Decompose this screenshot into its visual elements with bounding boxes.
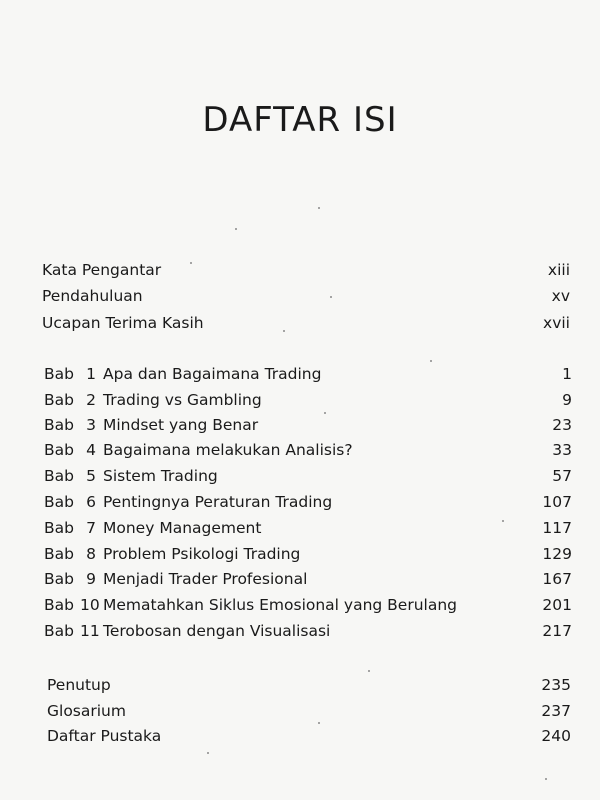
chapter-number: 8 <box>86 545 96 563</box>
chapter-page: 33 <box>552 441 572 459</box>
chapter-title: Bagaimana melakukan Analisis? <box>103 441 353 459</box>
chapter-page: 201 <box>542 596 572 614</box>
toc-chapter-11 <box>44 619 572 643</box>
chapter-page: 217 <box>542 622 572 640</box>
toc-entry-page: xv <box>551 287 570 305</box>
toc-chapter-3 <box>44 413 572 437</box>
chapter-prefix: Bab <box>44 622 74 640</box>
scan-speck <box>368 670 370 672</box>
toc-chapter-1 <box>44 362 572 386</box>
chapter-prefix: Bab <box>44 441 74 459</box>
chapter-title: Mematahkan Siklus Emosional yang Berulang <box>103 596 458 614</box>
scan-speck <box>430 360 432 362</box>
scan-speck <box>545 778 547 780</box>
chapter-number: 10 <box>80 596 100 614</box>
toc-entry-label: Penutup <box>47 676 111 694</box>
toc-chapter-2 <box>44 388 572 412</box>
chapter-prefix: Bab <box>44 416 74 434</box>
toc-entry-page: 237 <box>541 702 571 720</box>
scan-speck <box>324 412 326 414</box>
chapter-title: Money Management <box>103 519 262 537</box>
chapter-page: 9 <box>562 391 572 409</box>
toc-entry-daftar-pustaka <box>47 724 571 748</box>
scan-speck <box>318 722 320 724</box>
chapter-title: Trading vs Gambling <box>103 391 262 409</box>
chapter-title: Problem Psikologi Trading <box>103 545 301 563</box>
chapter-number: 11 <box>80 622 100 640</box>
toc-entry-page: 240 <box>541 727 571 745</box>
scan-speck <box>330 296 332 298</box>
chapter-number: 9 <box>86 570 96 588</box>
page-title: DAFTAR ISI <box>202 100 398 140</box>
chapter-title: Sistem Trading <box>103 467 218 485</box>
scan-speck <box>235 228 237 230</box>
toc-chapter-5 <box>44 464 572 488</box>
toc-entry-page: xiii <box>547 261 570 279</box>
chapter-number: 6 <box>86 493 96 511</box>
toc-chapter-4 <box>44 438 572 462</box>
chapter-page: 129 <box>542 545 572 563</box>
chapter-number: 5 <box>86 467 96 485</box>
chapter-page: 57 <box>552 467 572 485</box>
chapter-prefix: Bab <box>44 467 74 485</box>
toc-chapter-8 <box>44 542 572 566</box>
chapter-number: 7 <box>86 519 96 537</box>
chapter-number: 3 <box>86 416 96 434</box>
toc-chapter-6 <box>44 490 572 514</box>
chapter-title: Apa dan Bagaimana Trading <box>103 365 322 383</box>
chapter-prefix: Bab <box>44 545 74 563</box>
chapter-number: 4 <box>86 441 96 459</box>
toc-entry-label: Kata Pengantar <box>42 261 162 279</box>
chapter-page: 23 <box>552 416 572 434</box>
chapter-title: Terobosan dengan Visualisasi <box>103 622 331 640</box>
toc-entry-label: Pendahuluan <box>42 287 143 305</box>
chapter-title: Mindset yang Benar <box>103 416 259 434</box>
chapter-prefix: Bab <box>44 365 74 383</box>
chapter-title: Pentingnya Peraturan Trading <box>103 493 333 511</box>
chapter-number: 1 <box>86 365 96 383</box>
toc-chapter-9 <box>44 567 572 591</box>
chapter-prefix: Bab <box>44 570 74 588</box>
chapter-number: 2 <box>86 391 96 409</box>
chapter-prefix: Bab <box>44 519 74 537</box>
chapter-prefix: Bab <box>44 391 74 409</box>
toc-entry-page: xvii <box>543 314 570 332</box>
toc-entry-kata-pengantar <box>42 258 570 282</box>
toc-entry-label: Daftar Pustaka <box>47 727 162 745</box>
chapter-page: 117 <box>542 519 572 537</box>
chapter-page: 107 <box>542 493 572 511</box>
chapter-page: 167 <box>542 570 572 588</box>
scan-speck <box>283 330 285 332</box>
chapter-title: Menjadi Trader Profesional <box>103 570 308 588</box>
scan-speck <box>318 207 320 209</box>
scan-speck <box>502 520 504 522</box>
toc-entry-pendahuluan <box>42 284 570 308</box>
toc-entry-ucapan-terima-kasih <box>42 311 570 335</box>
chapter-prefix: Bab <box>44 493 74 511</box>
toc-entry-penutup <box>47 673 571 697</box>
scan-speck <box>190 262 192 264</box>
toc-chapter-7 <box>44 516 572 540</box>
toc-entry-label: Glosarium <box>47 702 126 720</box>
toc-entry-page: 235 <box>541 676 571 694</box>
toc-chapter-10 <box>44 593 572 617</box>
chapter-prefix: Bab <box>44 596 74 614</box>
scan-speck <box>207 752 209 754</box>
chapter-page: 1 <box>562 365 572 383</box>
toc-entry-glosarium <box>47 699 571 723</box>
toc-entry-label: Ucapan Terima Kasih <box>42 314 204 332</box>
